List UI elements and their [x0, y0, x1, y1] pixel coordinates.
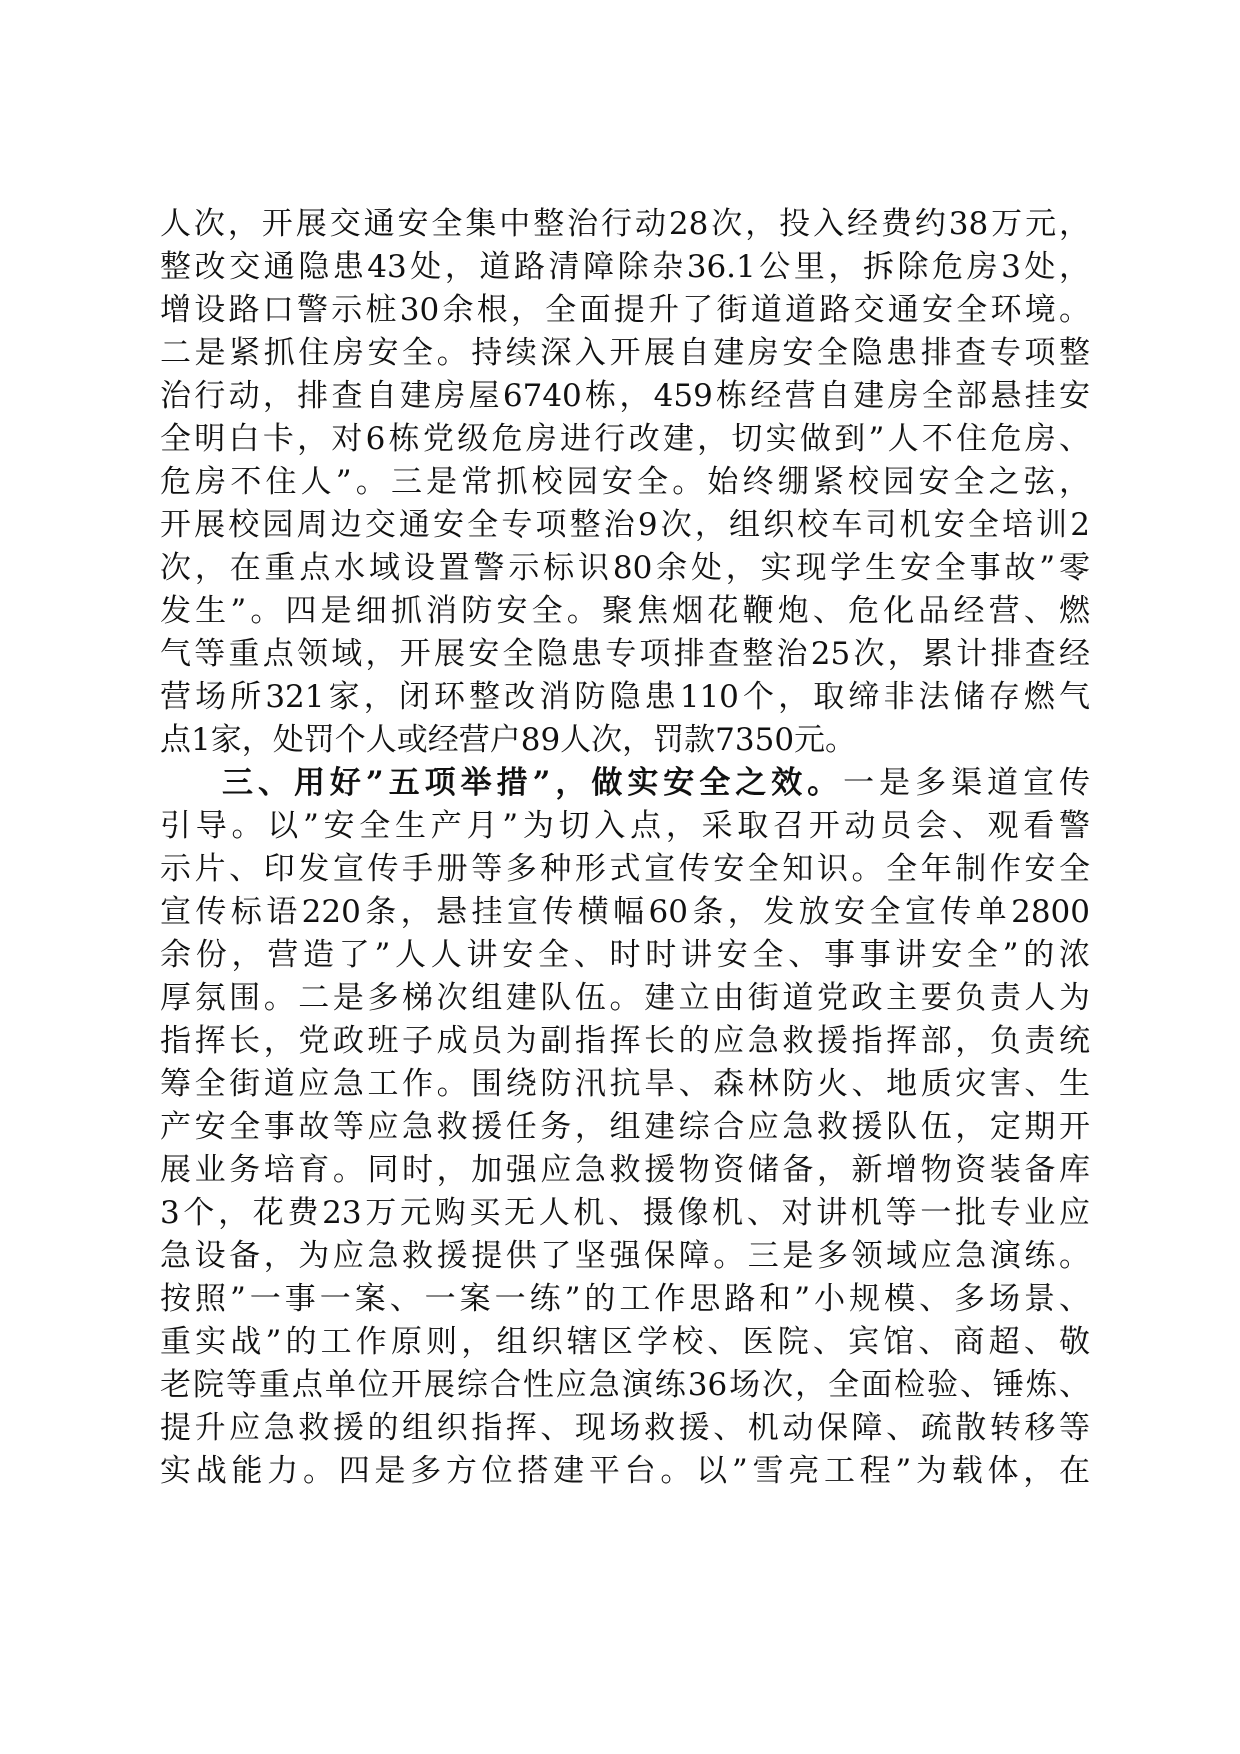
- text-line: 余份，营造了”人人讲安全、时时讲安全、事事讲安全”的浓: [160, 937, 1090, 973]
- text-line: 营场所321家，闭环整改消防隐患110个，取缔非法储存燃气: [160, 679, 1090, 715]
- text-line: 示片、印发宣传手册等多种形式宣传安全知识。全年制作安全: [160, 851, 1090, 887]
- text-line: 提升应急救援的组织指挥、现场救援、机动保障、疏散转移等: [160, 1410, 1090, 1446]
- text-line: 按照”一事一案、一案一练”的工作思路和”小规模、多场景、: [160, 1281, 1090, 1317]
- text-line: 指挥长，党政班子成员为副指挥长的应急救援指挥部，负责统: [160, 1023, 1090, 1059]
- text-line: 厚氛围。二是多梯次组建队伍。建立由街道党政主要负责人为: [160, 980, 1090, 1016]
- text-line: 危房不住人”。三是常抓校园安全。始终绷紧校园安全之弦，: [160, 464, 1090, 500]
- paragraph-first-line: [160, 762, 1090, 805]
- text-line: 宣传标语220条，悬挂宣传横幅60条，发放安全宣传单2800: [160, 894, 1090, 930]
- text-line: 发生”。四是细抓消防安全。聚焦烟花鞭炮、危化品经营、燃: [160, 593, 1090, 629]
- text-line: 产安全事故等应急救援任务，组建综合应急救援队伍，定期开: [160, 1109, 1090, 1145]
- text-line: 老院等重点单位开展综合性应急演练36场次，全面检验、锤炼、: [160, 1367, 1090, 1403]
- text-line: 全明白卡，对6栋党级危房进行改建，切实做到”人不住危房、: [160, 421, 1090, 457]
- paragraph-1: [160, 203, 1090, 762]
- text-line: 开展校园周边交通安全专项整治9次，组织校车司机安全培训2: [160, 507, 1090, 543]
- text-line: 点1家，处罚个人或经营户89人次，罚款7350元。: [160, 722, 857, 758]
- paragraph-2: [160, 762, 1090, 1493]
- text-line: 重实战”的工作原则，组织辖区学校、医院、宾馆、商超、敬: [160, 1324, 1090, 1360]
- body-text: [160, 203, 1090, 1493]
- text-line: 急设备，为应急救援提供了坚强保障。三是多领域应急演练。: [160, 1238, 1090, 1274]
- text-line: 3个，花费23万元购买无人机、摄像机、对讲机等一批专业应: [160, 1195, 1090, 1231]
- text-line: 实战能力。四是多方位搭建平台。以”雪亮工程”为载体，在: [160, 1453, 1090, 1489]
- text-line: 次，在重点水域设置警示标识80余处，实现学生安全事故”零: [160, 550, 1090, 586]
- text-line: 筹全街道应急工作。围绕防汛抗旱、森林防火、地质灾害、生: [160, 1066, 1090, 1102]
- text-line: 人次，开展交通安全集中整治行动28次，投入经费约38万元，: [160, 206, 1090, 242]
- text-line: 引导。以”安全生产月”为切入点，采取召开动员会、观看警: [160, 808, 1090, 844]
- text-line: 二是紧抓住房安全。持续深入开展自建房安全隐患排查专项整: [160, 335, 1090, 371]
- text-line: 整改交通隐患43处，道路清障除杂36.1公里，拆除危房3处，: [160, 249, 1090, 285]
- heading-continuation: 一是多渠道宣传: [843, 765, 1091, 801]
- text-line: 气等重点领域，开展安全隐患专项排查整治25次，累计排查经: [160, 636, 1090, 672]
- text-line: 展业务培育。同时，加强应急救援物资储备，新增物资装备库: [160, 1152, 1090, 1188]
- text-line: 治行动，排查自建房屋6740栋，459栋经营自建房全部悬挂安: [160, 378, 1090, 414]
- section-heading: 三、用好”五项举措”，做实安全之效。: [222, 765, 844, 801]
- text-line: 增设路口警示桩30余根，全面提升了街道道路交通安全环境。: [160, 292, 1090, 328]
